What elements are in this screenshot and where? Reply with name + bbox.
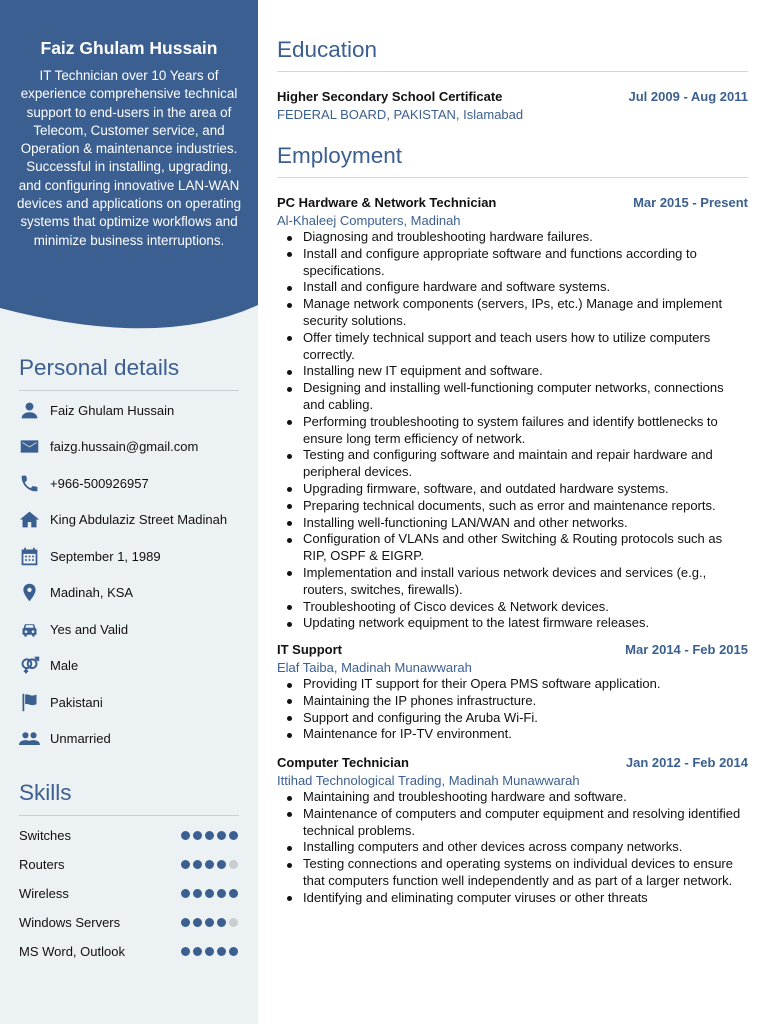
bullet-item: Diagnosing and troubleshooting hardware failures. bbox=[277, 229, 748, 246]
rating-dot-filled bbox=[217, 889, 226, 898]
sidebar bbox=[0, 0, 258, 1024]
detail-text: King Abdulaziz Street Madinah bbox=[50, 512, 228, 528]
detail-driving-license bbox=[0, 611, 258, 648]
calendar-icon bbox=[18, 545, 40, 567]
bullet-item: Providing IT support for their Opera PMS software application. bbox=[277, 676, 748, 693]
rating-dot-filled bbox=[181, 947, 190, 956]
bullet-item: Maintaining and troubleshooting hardware and software. bbox=[277, 789, 748, 806]
skill-row bbox=[0, 908, 258, 937]
divider bbox=[277, 177, 748, 178]
person-icon bbox=[18, 399, 40, 421]
rating-dot-filled bbox=[181, 831, 190, 840]
rating-dot-filled bbox=[229, 889, 238, 898]
rating-dot-filled bbox=[217, 831, 226, 840]
employment-heading: Employment bbox=[277, 143, 403, 168]
bullet-item: Updating network equipment to the latest firmware releases. bbox=[277, 615, 748, 632]
personal-details-heading: Personal details bbox=[19, 355, 180, 380]
entry-title: Higher Secondary School Certificate bbox=[277, 89, 503, 104]
bullet-item: Upgrading firmware, software, and outdated hardware systems. bbox=[277, 481, 748, 498]
profile-summary: IT Technician over 10 Years of experience comprehensive technical support to end-users in the area of Telecom, Customer service, and Operation & maintenance industries. Successful in installing, upgrading, and configuring innovative LAN-WAN devices and applications on operating systems that optimize workflows and minimize business interruptions. bbox=[16, 68, 242, 248]
rating-dot-filled bbox=[217, 947, 226, 956]
entry-title: PC Hardware & Network Technician bbox=[277, 195, 497, 210]
entry-title: IT Support bbox=[277, 642, 342, 657]
detail-gender bbox=[0, 648, 258, 685]
bullet-item: Maintenance of computers and computer equipment and resolving identified technical problems. bbox=[277, 806, 748, 840]
profile-header bbox=[0, 0, 258, 250]
detail-name bbox=[0, 392, 258, 429]
detail-text: Pakistani bbox=[50, 694, 103, 710]
detail-phone bbox=[0, 465, 258, 502]
skills-list bbox=[0, 821, 258, 966]
bullet-item: Troubleshooting of Cisco devices & Network devices. bbox=[277, 599, 748, 616]
detail-text: faizg.hussain@gmail.com bbox=[50, 439, 199, 455]
bullet-item: Installing new IT equipment and software. bbox=[277, 363, 748, 380]
divider bbox=[19, 390, 239, 391]
skill-rating bbox=[178, 889, 238, 898]
employment-entry bbox=[277, 195, 748, 632]
rating-dot-filled bbox=[193, 831, 202, 840]
skill-row bbox=[0, 879, 258, 908]
rating-dot-filled bbox=[229, 831, 238, 840]
bullet-item: Install and configure appropriate software and functions according to specifications. bbox=[277, 246, 748, 280]
rating-dot-empty bbox=[229, 860, 238, 869]
rating-dot-filled bbox=[217, 860, 226, 869]
bullet-item: Preparing technical documents, such as error and maintenance reports. bbox=[277, 498, 748, 515]
skill-rating bbox=[178, 918, 238, 927]
bullet-item: Install and configure hardware and software systems. bbox=[277, 279, 748, 296]
bullet-item: Maintenance for IP-TV environment. bbox=[277, 726, 748, 743]
rating-dot-filled bbox=[205, 918, 214, 927]
detail-address bbox=[0, 502, 258, 539]
entry-organization: FEDERAL BOARD, PAKISTAN, Islamabad bbox=[277, 107, 524, 122]
rating-dot-filled bbox=[217, 918, 226, 927]
education-entry bbox=[277, 89, 748, 123]
bullet-item: Installing computers and other devices across company networks. bbox=[277, 839, 748, 856]
detail-email bbox=[0, 429, 258, 466]
skill-name: Wireless bbox=[19, 886, 69, 901]
rating-dot-filled bbox=[229, 947, 238, 956]
envelope-icon bbox=[18, 436, 40, 458]
rating-dot-filled bbox=[205, 860, 214, 869]
entry-date: Mar 2014 - Feb 2015 bbox=[625, 642, 748, 657]
detail-text: Unmarried bbox=[50, 731, 111, 747]
rating-dot-filled bbox=[205, 831, 214, 840]
detail-birthdate bbox=[0, 538, 258, 575]
detail-nationality bbox=[0, 684, 258, 721]
skill-name: Windows Servers bbox=[19, 915, 121, 930]
location-pin-icon bbox=[18, 582, 40, 604]
entry-title: Computer Technician bbox=[277, 755, 409, 770]
bullet-item: Implementation and install various network devices and services (e.g., routers, switches, firewalls). bbox=[277, 565, 748, 599]
employment-entry bbox=[277, 642, 748, 743]
entry-date: Jul 2009 - Aug 2011 bbox=[628, 89, 748, 104]
education-heading: Education bbox=[277, 37, 378, 62]
rating-dot-filled bbox=[181, 860, 190, 869]
personal-details-list bbox=[0, 392, 258, 757]
skill-rating bbox=[178, 860, 238, 869]
rating-dot-filled bbox=[193, 947, 202, 956]
entry-bullets bbox=[277, 229, 748, 632]
bullet-item: Manage network components (servers, IPs, etc.) Manage and implement security solutions. bbox=[277, 296, 748, 330]
flag-icon bbox=[18, 691, 40, 713]
divider bbox=[277, 71, 748, 72]
detail-text: September 1, 1989 bbox=[50, 548, 161, 564]
entry-organization: Al-Khaleej Computers, Madinah bbox=[277, 213, 461, 228]
bullet-item: Offer timely technical support and teach users how to utilize computers correctly. bbox=[277, 330, 748, 364]
phone-icon bbox=[18, 472, 40, 494]
detail-text: Madinah, KSA bbox=[50, 585, 134, 601]
entry-organization: Elaf Taiba, Madinah Munawwarah bbox=[277, 660, 472, 675]
entry-bullets bbox=[277, 676, 748, 743]
rating-dot-filled bbox=[205, 889, 214, 898]
people-icon bbox=[18, 728, 40, 750]
rating-dot-filled bbox=[181, 889, 190, 898]
bullet-item: Identifying and eliminating computer viruses or other threats bbox=[277, 890, 748, 907]
skill-rating bbox=[178, 947, 238, 956]
bullet-item: Installing well-functioning LAN/WAN and other networks. bbox=[277, 515, 748, 532]
entry-date: Mar 2015 - Present bbox=[633, 195, 748, 210]
gender-icon bbox=[18, 655, 40, 677]
detail-text: +966-500926957 bbox=[50, 475, 149, 491]
rating-dot-filled bbox=[193, 860, 202, 869]
detail-location bbox=[0, 575, 258, 612]
skill-rating bbox=[178, 831, 238, 840]
rating-dot-filled bbox=[181, 918, 190, 927]
entry-date: Jan 2012 - Feb 2014 bbox=[625, 755, 748, 770]
car-icon bbox=[18, 618, 40, 640]
bullet-item: Testing and configuring software and maintain and repair hardware and peripheral devices. bbox=[277, 447, 748, 481]
detail-text: Yes and Valid bbox=[50, 621, 129, 637]
skill-row bbox=[0, 937, 258, 966]
rating-dot-filled bbox=[193, 889, 202, 898]
bullet-item: Maintaining the IP phones infrastructure. bbox=[277, 693, 748, 710]
entry-bullets bbox=[277, 789, 748, 907]
skill-name: MS Word, Outlook bbox=[19, 944, 125, 959]
skill-name: Switches bbox=[19, 828, 72, 843]
rating-dot-filled bbox=[193, 918, 202, 927]
bullet-item: Configuration of VLANs and other Switching & Routing protocols such as RIP, OSPF & EIGRP. bbox=[277, 531, 748, 565]
detail-text: Faiz Ghulam Hussain bbox=[50, 402, 175, 418]
skill-name: Routers bbox=[19, 857, 65, 872]
detail-text: Male bbox=[50, 658, 79, 674]
skills-heading: Skills bbox=[19, 780, 72, 805]
detail-marital-status bbox=[0, 721, 258, 758]
home-icon bbox=[18, 509, 40, 531]
rating-dot-filled bbox=[205, 947, 214, 956]
bullet-item: Designing and installing well-functioning computer networks, connections and cabling. bbox=[277, 380, 748, 414]
rating-dot-empty bbox=[229, 918, 238, 927]
employment-entry bbox=[277, 755, 748, 907]
skill-row bbox=[0, 850, 258, 879]
entry-organization: Ittihad Technological Trading, Madinah Munawwarah bbox=[277, 773, 580, 788]
bullet-item: Support and configuring the Aruba Wi-Fi. bbox=[277, 710, 748, 727]
divider bbox=[19, 815, 239, 816]
bullet-item: Performing troubleshooting to system failures and identify bottlenecks to ensure long term efficiency of network. bbox=[277, 414, 748, 448]
candidate-name: Faiz Ghulam Hussain bbox=[40, 38, 218, 58]
bullet-item: Testing connections and operating systems on individual devices to ensure that computers function well independently and as part of a larger network. bbox=[277, 856, 748, 890]
skill-row bbox=[0, 821, 258, 850]
